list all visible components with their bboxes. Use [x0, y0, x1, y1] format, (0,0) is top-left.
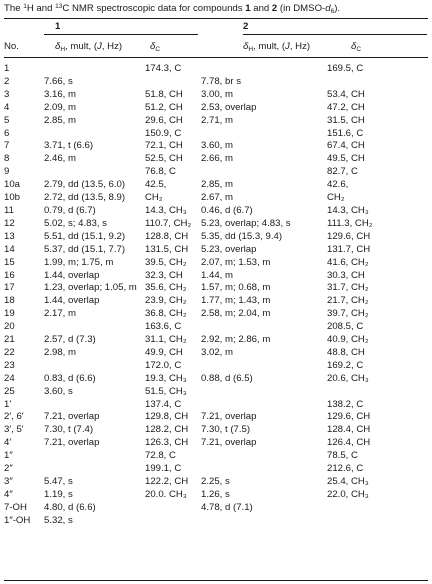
- dc-cell-compound-2: 40.9, CH₂: [327, 334, 369, 346]
- position-cell: 1″-OH: [4, 514, 31, 526]
- caption-text: and: [250, 3, 272, 14]
- table-row: [4, 244, 428, 257]
- position-cell: 10b: [4, 192, 21, 204]
- caption-isotope-h: 1: [23, 3, 27, 10]
- dh-cell-compound-2: [201, 450, 327, 463]
- dh-cell-compound-2: 3.60, m: [201, 140, 233, 152]
- dc-cell-compound-1: 51.5, CH₃: [145, 385, 187, 397]
- position-cell: 12: [4, 217, 15, 229]
- dc-cell-compound-1: 126.3, CH: [145, 437, 189, 449]
- dc-cell-compound-1: 199.1, C: [145, 463, 182, 475]
- dc-cell-compound-2: 47.2, CH: [327, 101, 365, 113]
- table-caption: [4, 2, 428, 15]
- table-row: [4, 153, 428, 166]
- position-cell: 20: [4, 321, 15, 333]
- dc-cell-compound-1: 31.1, CH₂: [145, 334, 187, 346]
- dh-cell-compound-2: [201, 386, 327, 399]
- position-cell: 4″: [4, 488, 13, 500]
- dh-cell-compound-2: [201, 166, 327, 179]
- compound-1-underline: [44, 34, 198, 35]
- caption-solvent-sub: 6: [330, 8, 335, 15]
- header-j: J: [97, 41, 102, 52]
- dh-cell-compound-1: 1.99, m; 1.75, m: [44, 256, 114, 268]
- table-row: [4, 231, 428, 244]
- position-cell: 15: [4, 256, 15, 268]
- table-row: [4, 282, 428, 295]
- table-row: [4, 437, 428, 450]
- dc-cell-compound-1: 150.9, C: [145, 127, 182, 139]
- dc-cell-compound-1: 23.9, CH₂: [145, 295, 187, 307]
- dh-cell-compound-2: [201, 321, 327, 334]
- header-text: , Hz): [101, 41, 123, 52]
- dh-cell-compound-1: 7.21, overlap: [44, 437, 100, 449]
- dh-cell-compound-1: 2.57, d (7.3): [44, 334, 96, 346]
- dc-cell-compound-2: [327, 386, 428, 399]
- dc-cell-compound-2: CH₂: [327, 192, 345, 204]
- table-row: [4, 386, 428, 399]
- table-row: [4, 179, 428, 192]
- dh-cell-compound-1: [44, 399, 145, 412]
- dc-cell-compound-2: 39.7, CH₂: [327, 308, 369, 320]
- table-row: [4, 463, 428, 476]
- caption-text: (in DMSO-: [277, 3, 326, 14]
- position-cell: 3: [4, 88, 10, 100]
- dc-cell-compound-2: 131.7, CH: [327, 243, 371, 255]
- dc-cell-compound-2: 169.5, C: [327, 63, 364, 74]
- caption-solvent-d: d: [325, 3, 331, 14]
- delta-symbol: δ: [351, 41, 357, 52]
- dh-cell-compound-2: 2.58, m; 2.04, m: [201, 308, 271, 320]
- dc-cell-compound-1: 51.2, CH: [145, 101, 183, 113]
- table-row: [4, 399, 428, 412]
- table-row: [4, 424, 428, 437]
- dh-cell-compound-2: 3.02, m: [201, 346, 233, 358]
- position-cell: 1′: [4, 398, 12, 410]
- dc-cell-compound-2: 169.2, C: [327, 359, 364, 371]
- table-row: [4, 218, 428, 231]
- caption-text: C NMR spectroscopic data for compounds: [62, 3, 246, 14]
- dc-cell-compound-1: 52.5, CH: [145, 153, 183, 165]
- dc-cell-compound-2: 53.4, CH: [327, 88, 365, 100]
- dc-cell-compound-2: 129.6, CH: [327, 411, 371, 423]
- dh-cell-compound-2: [201, 463, 327, 476]
- compound-1-header: 1: [55, 21, 61, 32]
- delta-sub: H: [60, 46, 66, 53]
- dh-cell-compound-2: 7.21, overlap: [201, 437, 257, 449]
- dc-cell-compound-1: 110.7, CH₂: [145, 217, 192, 229]
- position-cell: 11: [4, 204, 14, 216]
- dc-cell-compound-1: 32.3, CH: [145, 269, 183, 281]
- dh-cell-compound-2: 1.77, m; 1.43, m: [201, 295, 271, 307]
- dh-cell-compound-1: 7.21, overlap: [44, 411, 100, 423]
- dc-cell-compound-2: 20.6, CH₃: [327, 372, 369, 384]
- position-cell: 23: [4, 359, 15, 371]
- table-row: [4, 128, 428, 141]
- dh-cell-compound-2: 2.92, m; 2.86, m: [201, 334, 271, 346]
- dc-cell-compound-2: 48.8, CH: [327, 346, 365, 358]
- dh-cell-compound-2: 2.07, m; 1.53, m: [201, 256, 271, 268]
- position-cell: 9: [4, 166, 10, 178]
- dh-cell-compound-1: 2.17, m: [44, 308, 76, 320]
- position-cell: 10a: [4, 179, 21, 191]
- dc-cell-compound-2: 111.3, CH₂: [327, 217, 373, 229]
- dc-cell-compound-2: 22.0, CH₃: [327, 488, 369, 500]
- dh-cell-compound-1: [44, 166, 145, 179]
- dh-cell-compound-1: 1.19, s: [44, 488, 73, 500]
- caption-isotope-c: 13: [55, 3, 63, 10]
- position-cell: 6: [4, 127, 10, 139]
- dc-cell-compound-2: 82.7, C: [327, 166, 358, 178]
- dc-cell-compound-1: CH₂: [145, 192, 163, 204]
- position-cell: 19: [4, 308, 15, 320]
- position-cell: 3′, 5′: [4, 424, 24, 436]
- dc-cell-compound-1: 129.8, CH: [145, 411, 189, 423]
- dh-cell-compound-1: [44, 321, 145, 334]
- dh-cell-compound-2: 0.88, d (6.5): [201, 372, 253, 384]
- table-row: [4, 115, 428, 128]
- position-cell: 17: [4, 282, 15, 294]
- dh-cell-compound-2: 2.25, s: [201, 476, 230, 487]
- dc-cell-compound-1: 72.8, C: [145, 450, 176, 462]
- position-cell: 5: [4, 114, 10, 126]
- dh-cell-compound-2: 1.26, s: [201, 488, 230, 500]
- position-cell: 3″: [4, 476, 13, 487]
- header-j: J: [285, 41, 290, 52]
- dh-cell-compound-1: 5.32, s: [44, 514, 73, 526]
- position-cell: 1″: [4, 450, 13, 462]
- dh-cell-compound-2: [201, 63, 327, 76]
- position-cell: 14: [4, 243, 15, 255]
- nmr-table-body: [4, 63, 428, 528]
- dh-cell-compound-2: 2.67, m: [201, 192, 233, 204]
- table-row: [4, 489, 428, 502]
- dc-cell-compound-1: 19.3, CH₃: [145, 372, 187, 384]
- dh-cell-compound-1: 2.72, dd (13.5, 8.9): [44, 192, 126, 204]
- dh-cell-compound-2: 5.35, dd (15.3, 9.4): [201, 230, 283, 242]
- dc-cell-compound-2: 31.7, CH₂: [327, 282, 369, 294]
- dh-cell-compound-1: 3.71, t (6.6): [44, 140, 94, 152]
- delta-sub: C: [356, 46, 362, 53]
- bottom-rule: [4, 580, 428, 581]
- table-row: [4, 140, 428, 153]
- table-row: [4, 476, 428, 489]
- dc-cell-compound-2: 14.3, CH₃: [327, 204, 369, 216]
- dc-cell-compound-2: 49.5, CH: [327, 153, 365, 165]
- table-row: [4, 308, 428, 321]
- table-row: [4, 502, 428, 515]
- table-row: [4, 76, 428, 89]
- delta-symbol: δ: [55, 41, 61, 52]
- position-cell: 2′, 6′: [4, 411, 24, 423]
- dh-cell-compound-2: 7.78, br s: [201, 75, 241, 87]
- dh-cell-compound-1: 0.83, d (6.6): [44, 372, 96, 384]
- dh-cell-compound-1: [44, 128, 145, 141]
- dc-cell-compound-1: 20.0. CH₃: [145, 488, 187, 500]
- dh-cell-compound-2: [201, 515, 327, 528]
- caption-text: ).: [334, 3, 341, 14]
- dh-cell-compound-1: 3.16, m: [44, 88, 76, 100]
- caption-text: The: [4, 3, 24, 14]
- dh-cell-compound-1: 5.51, dd (15.1, 9.2): [44, 230, 126, 242]
- dh-cell-compound-2: 4.78, d (7.1): [201, 501, 253, 513]
- compound-2-underline: [243, 34, 427, 35]
- dc-cell-compound-1: 163.6, C: [145, 321, 182, 333]
- dh-cell-compound-1: 1.44, overlap: [44, 295, 100, 307]
- position-cell: 25: [4, 385, 15, 397]
- table-row: [4, 515, 428, 528]
- position-cell: 21: [4, 334, 15, 346]
- table-row: [4, 257, 428, 270]
- caption-compound-2: 2: [271, 3, 278, 14]
- position-cell: 7-OH: [4, 501, 27, 513]
- dh-cell-compound-1: 5.02, s; 4.83, s: [44, 217, 107, 229]
- position-cell: 2″: [4, 463, 13, 475]
- dh-cell-compound-1: [44, 450, 145, 463]
- table-row: [4, 166, 428, 179]
- dh-cell-compound-2: 5.23, overlap; 4.83, s: [201, 217, 291, 229]
- position-cell: 16: [4, 269, 15, 281]
- dh-cell-compound-1: 7.30, t (7.4): [44, 424, 94, 436]
- nmr-data-table: [4, 63, 428, 528]
- compound-2-header: 2: [243, 21, 249, 32]
- dc-cell-compound-2: 41.6, CH₂: [327, 256, 369, 268]
- position-cell: 18: [4, 295, 15, 307]
- dc-cell-compound-2: 21.7, CH₂: [327, 295, 369, 307]
- dc-cell-compound-2: 42.6,: [327, 179, 349, 191]
- dc-cell-compound-1: 36.8, CH₂: [145, 308, 187, 320]
- dh-cell-compound-2: 7.30, t (7.5): [201, 424, 251, 436]
- dc-cell-compound-2: 126.4, CH: [327, 437, 371, 449]
- dc-cell-compound-2: 129.6, CH: [327, 230, 371, 242]
- table-row: [4, 360, 428, 373]
- dh-cell-compound-2: 7.21, overlap: [201, 411, 257, 423]
- dh-cell-compound-1: [44, 360, 145, 373]
- dc-cell-compound-1: 72.1, CH: [145, 140, 183, 152]
- dc-cell-compound-1: [145, 515, 201, 528]
- dh-cell-compound-1: 0.79, d (6.7): [44, 204, 96, 216]
- dh-cell-compound-1: 7.66, s: [44, 75, 73, 87]
- dh-cell-compound-2: [201, 128, 327, 141]
- table-row: [4, 411, 428, 424]
- header-text: , Hz): [289, 41, 311, 52]
- dc-cell-compound-1: 131.5, CH: [145, 243, 189, 255]
- table-row: [4, 295, 428, 308]
- dc-cell-compound-2: 151.6, C: [327, 127, 364, 139]
- position-cell: 24: [4, 372, 15, 384]
- dh-cell-compound-2: 1.44, m: [201, 269, 233, 281]
- header-rule: [4, 57, 428, 58]
- dc-cell-compound-2: 78.5, C: [327, 450, 358, 462]
- delta-sub: C: [155, 46, 161, 53]
- dc-cell-compound-2: 128.4, CH: [327, 424, 371, 436]
- dh-cell-compound-2: 1.57, m; 0.68, m: [201, 282, 271, 294]
- dc-cell-compound-2: [327, 502, 428, 515]
- dc-cell-compound-1: [145, 76, 201, 89]
- header-text: , mult, (: [65, 41, 98, 52]
- dh-cell-compound-2: 2.71, m: [201, 114, 233, 126]
- dc-cell-compound-1: 14.3, CH₃: [145, 204, 187, 216]
- dc-cell-compound-1: 29.6, CH: [145, 114, 183, 126]
- position-cell: 7: [4, 140, 10, 152]
- dh-cell-compound-1: 1.44, overlap: [44, 269, 100, 281]
- dc-cell-compound-1: 51.8, CH: [145, 88, 183, 100]
- dc-cell-compound-2: 212.6, C: [327, 463, 364, 475]
- dc-cell-compound-1: 39.5, CH₂: [145, 256, 187, 268]
- dh-cell-compound-1: 2.46, m: [44, 153, 76, 165]
- dc-cell-compound-2: [327, 515, 428, 528]
- header-text: , mult, (: [253, 41, 286, 52]
- dc-column-header-2: [351, 41, 361, 53]
- table-row: [4, 63, 428, 76]
- table-row: [4, 373, 428, 386]
- dh-cell-compound-1: 3.60, s: [44, 385, 73, 397]
- dc-cell-compound-1: 128.2, CH: [145, 424, 189, 436]
- position-cell: 13: [4, 230, 15, 242]
- position-cell: 22: [4, 346, 15, 358]
- position-cell: 2: [4, 75, 10, 87]
- dh-cell-compound-1: 2.85, m: [44, 114, 76, 126]
- delta-sub: H: [248, 46, 254, 53]
- dh-column-header-1: [55, 41, 122, 53]
- dh-cell-compound-1: 2.98, m: [44, 346, 76, 358]
- dh-cell-compound-2: 2.66, m: [201, 153, 233, 165]
- table-row: [4, 321, 428, 334]
- dh-cell-compound-1: 4.80, d (6.6): [44, 501, 96, 513]
- dc-cell-compound-2: 31.5, CH: [327, 114, 365, 126]
- dc-cell-compound-1: 137.4, C: [145, 398, 182, 410]
- dh-column-header-2: [243, 41, 310, 53]
- dc-cell-compound-1: 42.5,: [145, 179, 167, 191]
- dc-cell-compound-1: 122.2, CH: [145, 476, 189, 487]
- table-row: [4, 205, 428, 218]
- table-row: [4, 270, 428, 283]
- dc-cell-compound-1: [145, 502, 201, 515]
- dc-cell-compound-2: 30.3, CH: [327, 269, 365, 281]
- dc-cell-compound-2: 208.5, C: [327, 321, 364, 333]
- dc-column-header-1: [150, 41, 160, 53]
- table-row: [4, 89, 428, 102]
- dc-cell-compound-2: 138.2, C: [327, 398, 364, 410]
- table-row: [4, 347, 428, 360]
- dc-cell-compound-1: 49.9, CH: [145, 346, 183, 358]
- dc-cell-compound-1: 76.8, C: [145, 166, 176, 178]
- dh-cell-compound-1: [44, 63, 145, 76]
- no-column-header: No.: [4, 41, 19, 52]
- caption-compound-1: 1: [245, 3, 251, 14]
- top-rule: [4, 18, 428, 19]
- dh-cell-compound-2: [201, 399, 327, 412]
- dh-cell-compound-1: 2.79, dd (13.5, 6.0): [44, 179, 126, 191]
- dh-cell-compound-2: 2.85, m: [201, 179, 233, 191]
- dh-cell-compound-1: 5.37, dd (15.1, 7.7): [44, 243, 126, 255]
- dh-cell-compound-2: [201, 360, 327, 373]
- dh-cell-compound-1: [44, 463, 145, 476]
- dc-cell-compound-1: 128.8, CH: [145, 230, 189, 242]
- dc-cell-compound-1: 174.3, C: [145, 63, 182, 74]
- delta-symbol: δ: [150, 41, 156, 52]
- table-row: [4, 192, 428, 205]
- dc-cell-compound-2: 67.4, CH: [327, 140, 365, 152]
- position-cell: 4′: [4, 437, 12, 449]
- position-cell: 1: [4, 63, 10, 74]
- dc-cell-compound-1: 35.6, CH₂: [145, 282, 187, 294]
- dc-cell-compound-2: [327, 76, 428, 89]
- position-cell: 8: [4, 153, 10, 165]
- table-row: [4, 334, 428, 347]
- dh-cell-compound-2: 3.00, m: [201, 88, 233, 100]
- dh-cell-compound-1: 5.47, s: [44, 476, 73, 487]
- dh-cell-compound-2: 5.23, overlap: [201, 243, 257, 255]
- dh-cell-compound-2: 2.53, overlap: [201, 101, 257, 113]
- dh-cell-compound-1: 1.23, overlap; 1.05, m: [44, 282, 137, 294]
- dc-cell-compound-2: 25.4, CH₃: [327, 476, 369, 487]
- delta-symbol: δ: [243, 41, 249, 52]
- table-row: [4, 102, 428, 115]
- dh-cell-compound-2: 0.46, d (6.7): [201, 204, 253, 216]
- dh-cell-compound-1: 2.09, m: [44, 101, 76, 113]
- position-cell: 4: [4, 101, 10, 113]
- dc-cell-compound-1: 172.0, C: [145, 359, 182, 371]
- caption-text: H and: [26, 3, 56, 14]
- table-row: [4, 450, 428, 463]
